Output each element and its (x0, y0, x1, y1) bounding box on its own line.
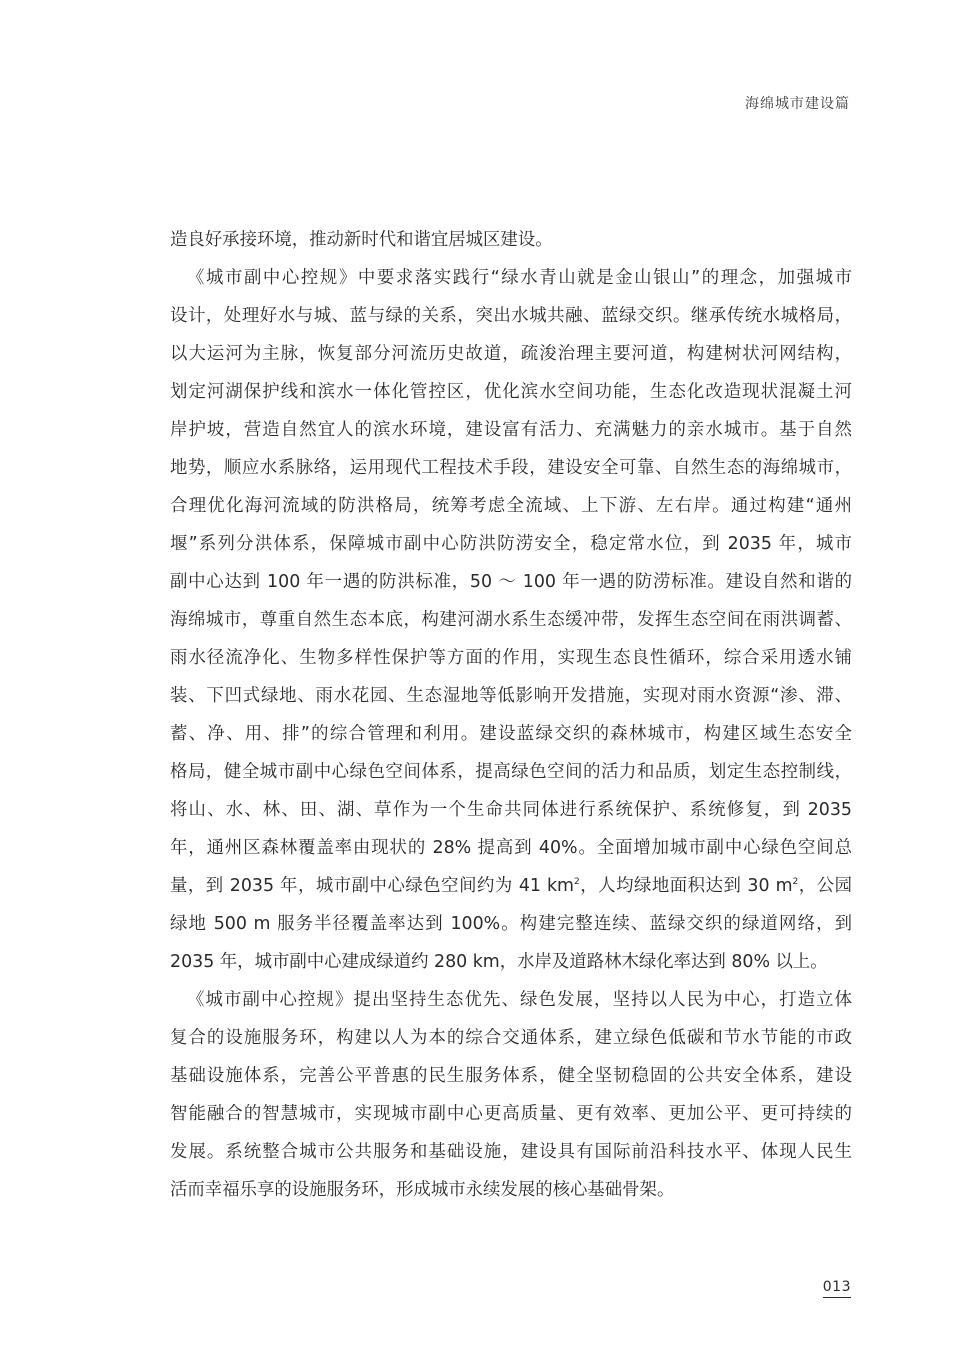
text-line: 智能融合的智慧城市，实现城市副中心更高质量、更有效率、更加公平、更可持续的 (170, 1104, 852, 1124)
text-line: 基础设施体系，完善公平普惠的民生服务体系，健全坚韧稳固的公共安全体系，建设 (170, 1066, 852, 1086)
text-segment: ，公园 (798, 876, 852, 896)
text-line: 雨水径流净化、生物多样性保护等方面的作用，实现生态良性循环，综合采用透水铺 (170, 648, 852, 668)
text-line: 划定河湖保护线和滨水一体化管控区，优化滨水空间功能，生态化改造现状混凝土河 (170, 382, 852, 402)
text-segment: ，人均绿地面积达到 30 m (579, 876, 793, 896)
text-line: 岸护坡，营造自然宜人的滨水环境，建设富有活力、充满魅力的亲水城市。基于自然 (170, 420, 852, 440)
text-line: 副中心达到 100 年一遇的防洪标准，50 ～ 100 年一遇的防涝标准。建设自然和谐的 (170, 572, 852, 592)
text-line: 地势，顺应水系脉络，运用现代工程技术手段，建设安全可靠、自然生态的海绵城市， (170, 458, 852, 478)
text-segment: 量，到 2035 年，城市副中心绿色空间约为 41 km (170, 876, 575, 896)
text-line: 以大运河为主脉，恢复部分河流历史故道，疏浚治理主要河道，构建树状河网结构， (170, 344, 852, 364)
text-line: 蓄、净、用、排”的综合管理和利用。建设蓝绿交织的森林城市，构建区域生态安全 (170, 724, 852, 744)
text-line: 《城市副中心控规》中要求落实践行“绿水青山就是金山银山”的理念，加强城市 (187, 268, 852, 288)
text-line: 活而幸福乐享的设施服务环，形成城市永续发展的核心基础骨架。 (170, 1180, 675, 1200)
superscript: 2 (574, 877, 580, 888)
text-line: 2035 年，城市副中心建成绿道约 280 km，水岸及道路林木绿化率达到 80% 以上。 (170, 952, 828, 972)
text-line: 发展。系统整合城市公共服务和基础设施，建设具有国际前沿科技水平、体现人民生 (170, 1142, 852, 1162)
text-line (170, 867, 852, 905)
text-line: 绿地 500 m 服务半径覆盖率达到 100%。构建完整连续、蓝绿交织的绿道网络，到 (170, 914, 852, 934)
text-line: 格局，健全城市副中心绿色空间体系，提高绿色空间的活力和品质，划定生态控制线， (170, 762, 852, 782)
running-header: 海绵城市建设篇 (745, 96, 850, 112)
text-line: 将山、水、林、田、湖、草作为一个生命共同体进行系统保护、系统修复，到 2035 (170, 800, 852, 820)
text-line: 堰”系列分洪体系，保障城市副中心防洪防涝安全，稳定常水位，到 2035 年，城市 (170, 534, 852, 554)
superscript: 2 (792, 877, 799, 888)
text-line: 设计，处理好水与城、蓝与绿的关系，突出水城共融、蓝绿交织。继承传统水城格局， (170, 306, 852, 326)
text-line: 海绵城市，尊重自然生态本底，构建河湖水系生态缓冲带，发挥生态空间在雨洪调蓄、 (170, 610, 852, 630)
text-line: 装、下凹式绿地、雨水花园、生态湿地等低影响开发措施，实现对雨水资源“渗、滞、 (170, 686, 852, 706)
text-line: 合理优化海河流域的防洪格局，统筹考虑全流域、上下游、左右岸。通过构建“通州 (170, 496, 852, 516)
text-line: 《城市副中心控规》提出坚持生态优先、绿色发展，坚持以人民为中心，打造立体 (187, 990, 852, 1010)
text-line: 年，通州区森林覆盖率由现状的 28% 提高到 40%。全面增加城市副中心绿色空间总 (170, 838, 852, 858)
body-text (170, 221, 852, 1209)
text-line: 造良好承接环境，推动新时代和谐宜居城区建设。 (170, 230, 553, 250)
text-line: 复合的设施服务环，构建以人为本的综合交通体系，建立绿色低碳和节水节能的市政 (170, 1028, 852, 1048)
page-number: 013 (823, 1279, 851, 1298)
